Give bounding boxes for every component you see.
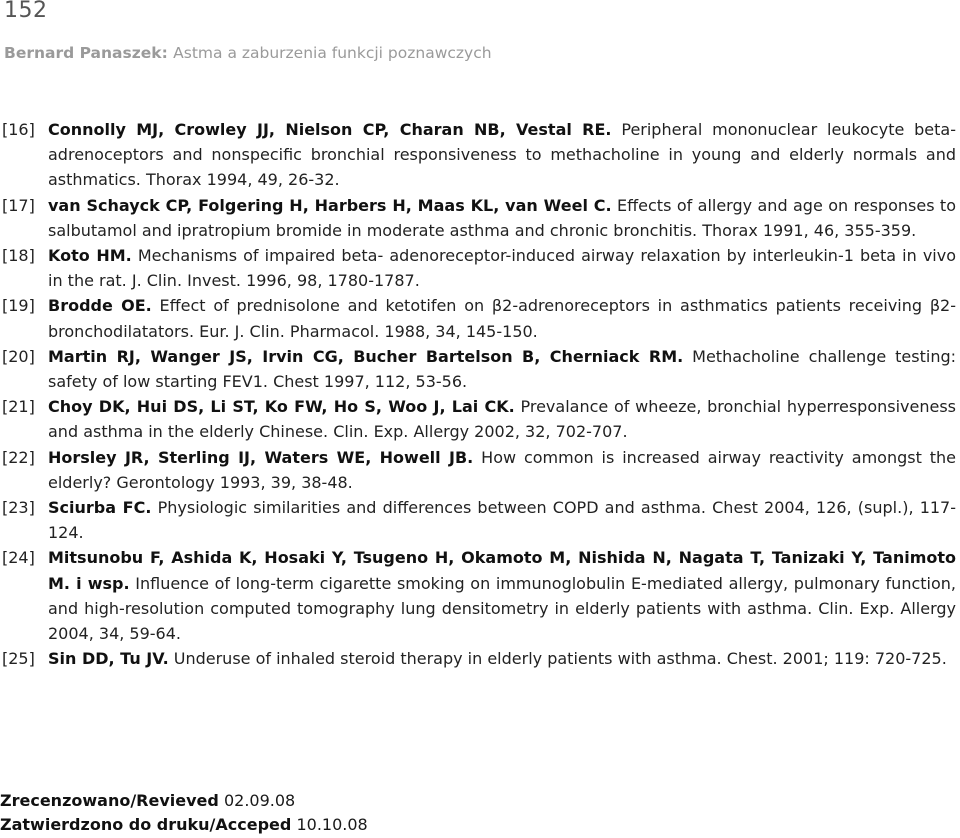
reference-text: Effects of allergy and age on responses to salbutamol and ipratropium bromide in moderate asthma and chronic bronchitis. Thorax 1991, 46, 355-359. [48, 195, 956, 240]
reference-authors: Koto HM. [48, 246, 132, 266]
reference-number: [24] [2, 548, 35, 568]
accepted-label: Zatwierdzono do druku/Acceped [0, 815, 292, 834]
reference-authors: Brodde OE. [48, 296, 152, 316]
running-header [4, 44, 492, 62]
reference-text: Underuse of inhaled steroid therapy in elderly patients with asthma. Chest. 2001; 119: 720-725. [173, 649, 947, 669]
reference-item [0, 394, 960, 444]
reference-text: Physiologic similarities and differences between COPD and asthma. Chest 2004, 126, (supl.), 117-124. [48, 498, 957, 543]
reference-number: [23] [2, 498, 35, 518]
header-title: Astma a zaburzenia funkcji poznawczych [173, 44, 492, 62]
reference-number: [19] [2, 296, 35, 316]
reference-number: [22] [2, 447, 35, 467]
reference-authors: Horsley JR, Sterling IJ, Waters WE, Howell JB. [48, 447, 474, 467]
reference-item [0, 445, 960, 495]
accepted-date: 10.10.08 [296, 815, 368, 834]
reference-text: Peripheral mononuclear leukocyte beta-adrenoceptors and nonspecific bronchial responsiveness to methacholine in young and elderly normals and asthmatics. Thorax 1994, 49, 26-32. [48, 120, 957, 190]
reference-item [0, 545, 960, 646]
reference-text: Effect of prednisolone and ketotifen on β2-adrenoreceptors in asthmatics patients receiving β2-bronchodilatators. Eur. J. Clin. Pharmacol. 1988, 34, 145-150. [48, 296, 956, 341]
reference-item [0, 495, 960, 545]
reviewed-line [0, 789, 368, 813]
reference-item [0, 293, 960, 343]
reference-item [0, 646, 960, 671]
reference-text: How common is increased airway reactivity amongst the elderly? Gerontology 1993, 39, 38-48. [48, 447, 957, 492]
reference-text: Prevalance of wheeze, bronchial hyperresponsiveness and asthma in the elderly Chinese. Clin. Exp. Allergy 2002, 32, 702-707. [48, 397, 957, 442]
reference-authors: Choy DK, Hui DS, Li ST, Ko FW, Ho S, Woo J, Lai CK. [48, 397, 515, 417]
reference-authors: van Schayck CP, Folgering H, Harbers H, Maas KL, van Weel C. [48, 195, 612, 215]
review-dates [0, 789, 368, 837]
accepted-line [0, 813, 368, 837]
reference-authors: Connolly MJ, Crowley JJ, Nielson CP, Charan NB, Vestal RE. [48, 120, 612, 139]
reference-list [0, 117, 960, 671]
reference-authors: Sciurba FC. [48, 498, 152, 518]
reference-authors: Martin RJ, Wanger JS, Irvin CG, Bucher Bartelson B, Cherniack RM. [48, 346, 684, 366]
reference-authors: Mitsunobu F, Ashida K, Hosaki Y, Tsugeno H, Okamoto M, Nishida N, Nagata T, Tanizaki Y, Tanimoto M. i wsp. [48, 548, 956, 593]
header-author: Bernard Panaszek: [4, 44, 168, 62]
reference-text: Methacholine challenge testing: safety of low starting FEV1. Chest 1997, 112, 53-56. [48, 346, 957, 392]
reference-item [0, 117, 960, 193]
reference-item [0, 243, 960, 293]
reference-number: [17] [2, 195, 35, 215]
reference-authors: Sin DD, Tu JV. [48, 649, 169, 669]
reference-text: Influence of long-term cigarette smoking on immunoglobulin E-mediated allergy, pulmonary function, and high-resolution computed tomography lung densitometry in elderly patients with asthma. Clin. Exp. Allergy 2004, 34, 59-64. [48, 573, 956, 644]
reference-number: [25] [2, 649, 35, 669]
reference-text: Mechanisms of impaired beta- adenoreceptor-induced airway relaxation by interleukin-1 beta in vivo in the rat. J. Clin. Invest. 1996, 98, 1780-1787. [48, 246, 956, 291]
page-number: 152 [4, 0, 48, 23]
reference-number: [18] [2, 246, 35, 266]
reference-item [0, 344, 960, 394]
reference-number: [20] [2, 346, 35, 366]
reviewed-date: 02.09.08 [223, 791, 296, 810]
reference-number: [21] [2, 397, 35, 417]
reference-number: [16] [2, 120, 35, 139]
reference-item [0, 193, 960, 243]
reviewed-label: Zrecenzowano/Revieved [0, 791, 219, 810]
